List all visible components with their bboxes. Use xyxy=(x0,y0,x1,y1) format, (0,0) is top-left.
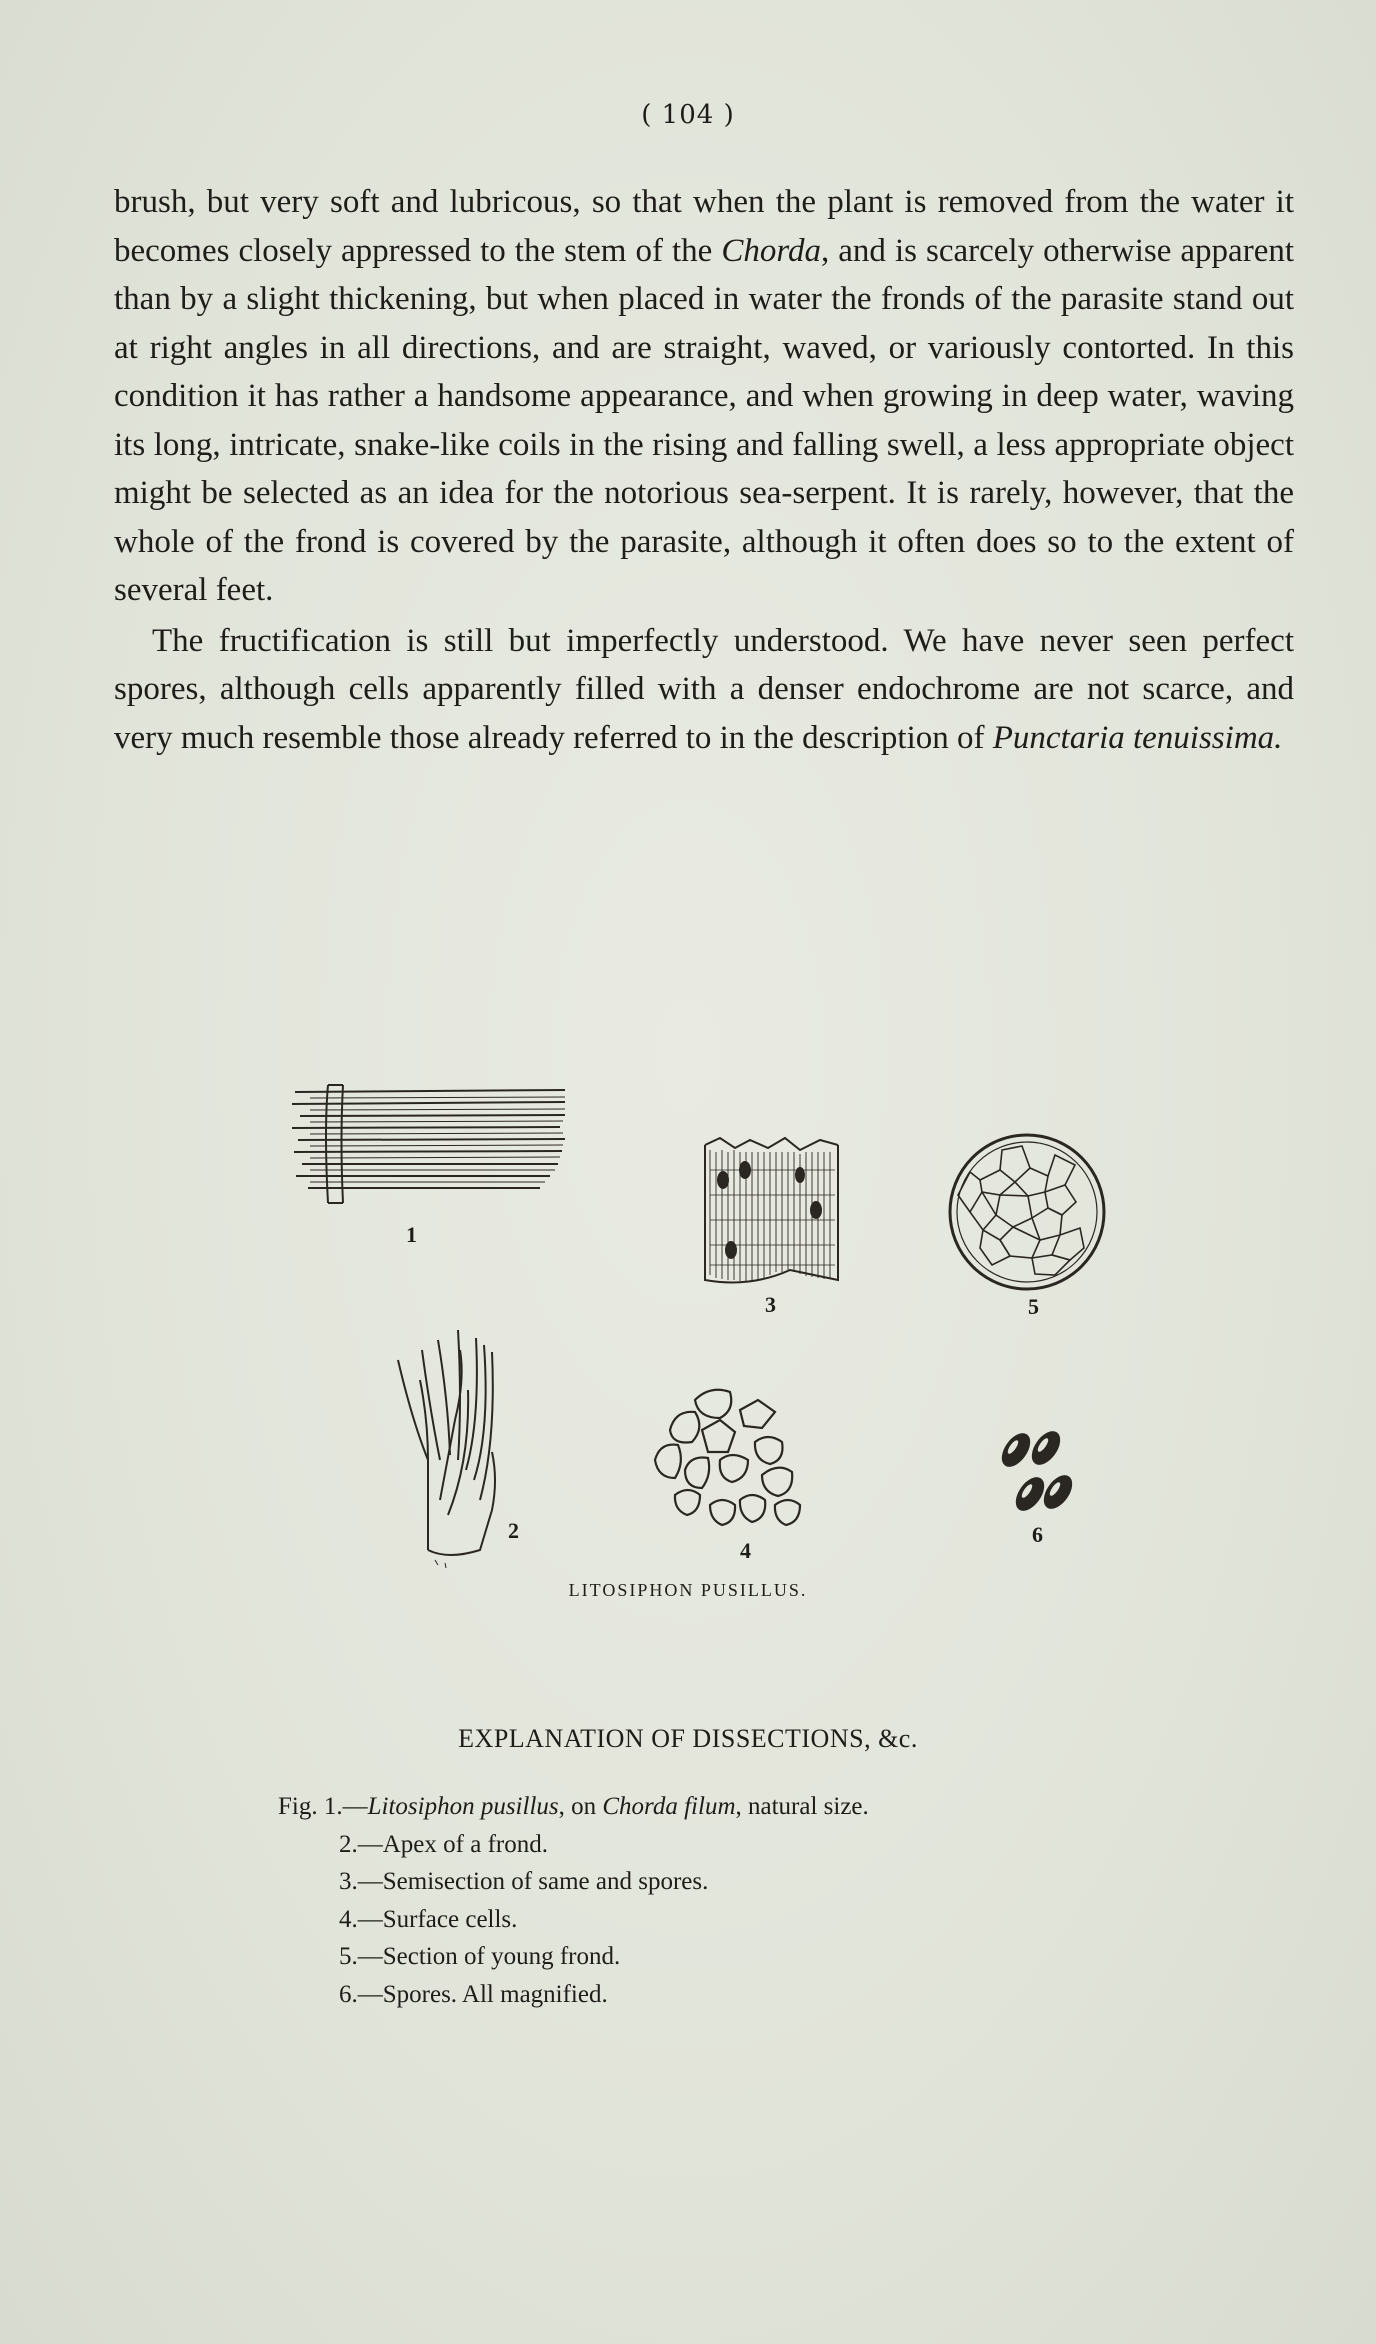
body-text xyxy=(114,178,1294,762)
paragraph-2 xyxy=(114,617,1294,763)
text-run: Apex of a frond. xyxy=(382,1830,548,1858)
figure-4-drawing xyxy=(655,1390,800,1525)
page-number: ( 104 ) xyxy=(641,100,735,130)
text-run: Surface cells. xyxy=(382,1905,518,1933)
figure-label-1: 1 xyxy=(406,1222,417,1247)
text-run: , on xyxy=(558,1793,603,1820)
figure-6-drawing xyxy=(997,1428,1076,1515)
italic-run: Punctaria tenuissima. xyxy=(992,719,1283,756)
explanation-item-3 xyxy=(278,1863,1178,1901)
figure-3-drawing xyxy=(705,1138,838,1282)
explanation-text xyxy=(368,1793,869,1820)
plate-drawing xyxy=(280,1060,1140,1620)
explanation-item-5 xyxy=(278,1938,1178,1976)
text-run: Section of young frond. xyxy=(382,1943,621,1970)
italic-run: Chorda xyxy=(721,232,821,269)
figure-5-drawing xyxy=(950,1135,1104,1289)
explanation-text xyxy=(383,1981,608,2008)
figure-label-3: 3 xyxy=(765,1292,776,1317)
figure-label-6: 6 xyxy=(1032,1522,1043,1547)
explanation-heading: EXPLANATION OF DISSECTIONS, &c. xyxy=(458,1724,918,1753)
explanation-list xyxy=(278,1788,1178,2013)
plate-caption: LITOSIPHON PUSILLUS. xyxy=(568,1580,808,1600)
explanation-item-2 xyxy=(278,1826,1178,1864)
text-run: brush, but very soft and lubricous, so that when the plant is removed from the water it becomes closely appressed to the stem of the xyxy=(114,184,1294,269)
text-run: The fructification is still but imperfectly understood. We have never seen perfect spores, although cells apparently filled with a denser endochrome are not scarce, and very much resemble those already referred to in the description of xyxy=(114,622,1294,756)
text-run: Semisection of same and spores. xyxy=(382,1868,709,1895)
explanation-number: Fig. 1.— xyxy=(278,1793,368,1820)
explanation-text xyxy=(383,1868,709,1895)
explanation-text xyxy=(383,1943,620,1970)
figure-label-4: 4 xyxy=(740,1538,751,1563)
explanation-number: 4.— xyxy=(339,1905,383,1933)
explanation-number: 5.— xyxy=(339,1943,383,1970)
text-run: , and is scarcely otherwise apparent than by a slight thickening, but when placed in water the fronds of the parasite stand out at right angles in all directions, and are straight, waved, or variously contorted. In this condition it has rather a handsome appearance, and when growing in deep water, waving its long, intricate, snake-like coils in the rising and falling swell, a less appropriate object might be selected as an idea for the notorious sea-serpent. It is rarely, however, that the whole of the frond is covered by the parasite, although it often does so to the extent of several feet. xyxy=(114,232,1295,608)
italic-run: Litosiphon pusillus xyxy=(367,1793,559,1820)
figure-1-drawing xyxy=(292,1085,565,1203)
explanation-number: 2.— xyxy=(339,1830,383,1858)
text-run: , natural size. xyxy=(735,1793,869,1820)
explanation-number: 6.— xyxy=(339,1980,383,2008)
figure-2-drawing xyxy=(398,1330,495,1568)
text-run: Spores. All magnified. xyxy=(382,1980,608,2008)
explanation-text xyxy=(383,1831,548,1858)
illustration-plate xyxy=(280,1060,1140,1620)
italic-run: Chorda filum xyxy=(602,1793,736,1820)
explanation-number: 3.— xyxy=(339,1868,383,1895)
explanation-item-6 xyxy=(278,1976,1178,2014)
explanation-item-4 xyxy=(278,1901,1178,1939)
figure-label-2: 2 xyxy=(508,1518,519,1543)
paragraph-1 xyxy=(114,178,1294,615)
explanation-text xyxy=(383,1906,518,1933)
figure-label-5: 5 xyxy=(1028,1294,1039,1319)
explanation-item-1 xyxy=(278,1788,1178,1826)
